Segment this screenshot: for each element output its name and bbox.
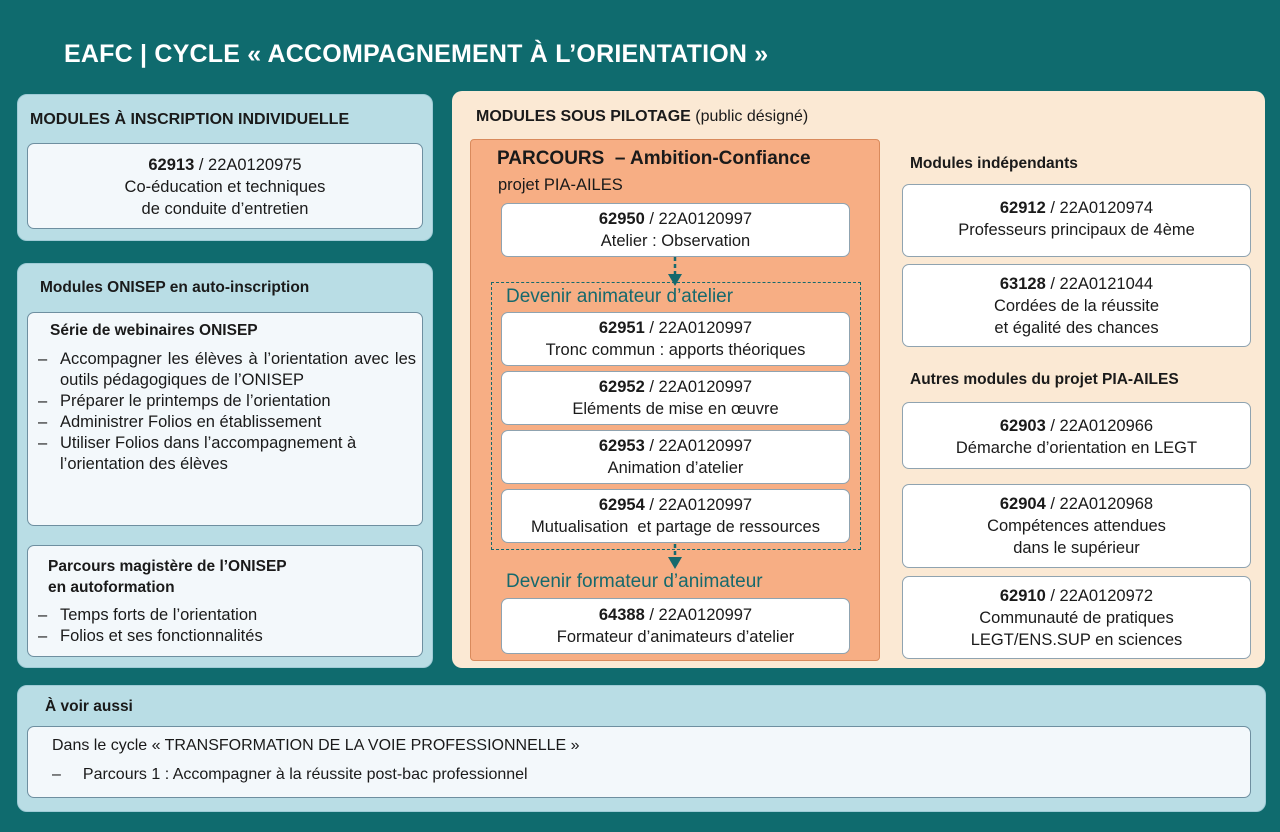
module-code: 62954 (598, 496, 645, 514)
module-card-62910[interactable] (902, 576, 1251, 659)
module-ref: / 22A0120975 (194, 156, 302, 174)
see-also-cycle[interactable]: Dans le cycle « TRANSFORMATION DE LA VOIE PROFESSIONNELLE » (52, 737, 580, 754)
webinar-list (28, 349, 416, 475)
list-item[interactable]: – Préparer le printemps de l’orientation (28, 391, 416, 412)
module-ref: / 22A0120974 (1045, 199, 1154, 217)
module-card-62951[interactable] (501, 312, 850, 366)
module-ref: / 22A0120997 (644, 319, 753, 337)
see-also-panel (17, 685, 1266, 812)
individual-modules-header: MODULES À INSCRIPTION INDIVIDUELLE (30, 111, 350, 128)
module-label: et égalité des chances (994, 319, 1159, 337)
module-ref: / 22A0120972 (1045, 587, 1154, 605)
module-label: Formateur d’animateurs d’atelier (556, 628, 795, 646)
onisep-header: Modules ONISEP en auto-inscription (40, 279, 310, 296)
module-label: Eléments de mise en œuvre (572, 400, 779, 418)
module-card-64388[interactable] (501, 598, 850, 654)
module-code: 62913 (148, 156, 195, 174)
magistere-list (28, 605, 416, 647)
module-code: 62912 (999, 199, 1046, 217)
magistere-title-line: Parcours magistère de l’ONISEP (48, 558, 287, 575)
see-also-header: À voir aussi (45, 698, 133, 715)
module-card-63128[interactable] (902, 264, 1251, 347)
magistere-card[interactable] (27, 545, 423, 657)
module-ref: / 22A0120968 (1045, 495, 1154, 513)
page-title: EAFC | CYCLE « ACCOMPAGNEMENT À L’ORIENTATION » (64, 40, 769, 68)
module-card-62903[interactable] (902, 402, 1251, 469)
module-card-62913[interactable] (27, 143, 423, 229)
list-item[interactable]: – Temps forts de l’orientation (28, 605, 416, 626)
other-modules-header: Autres modules du projet PIA-AILES (910, 371, 1179, 388)
parcours-subtitle: projet PIA-AILES (498, 176, 623, 194)
magistere-title (48, 556, 287, 598)
module-code: 62904 (999, 495, 1046, 513)
module-label: dans le supérieur (1013, 539, 1140, 557)
module-label: Animation d’atelier (607, 459, 744, 477)
module-code: 62953 (598, 437, 645, 455)
module-card-62953[interactable] (501, 430, 850, 484)
parcours-panel (470, 139, 880, 661)
list-item[interactable]: – Accompagner les élèves à l’orientation avec les outils pédagogiques de l’ONISEP (28, 349, 416, 391)
module-label: Co-éducation et techniques (124, 178, 326, 196)
module-label: Communauté de pratiques (979, 609, 1174, 627)
module-ref: / 22A0120997 (644, 378, 753, 396)
module-card-62904[interactable] (902, 484, 1251, 568)
module-label: Tronc commun : apports théoriques (545, 341, 806, 359)
module-label: LEGT/ENS.SUP en sciences (970, 631, 1183, 649)
list-item[interactable]: – Utiliser Folios dans l’accompagnement à l’orientation des élèves (28, 433, 416, 475)
module-label: Professeurs principaux de 4ème (958, 221, 1195, 239)
module-ref: / 22A0121044 (1045, 275, 1154, 293)
parcours-title: PARCOURS – Ambition-Confiance (497, 148, 811, 169)
animateur-title: Devenir animateur d’atelier (506, 286, 734, 307)
module-card-62954[interactable] (501, 489, 850, 543)
module-code: 62952 (598, 378, 645, 396)
dash-marker: – (52, 766, 61, 783)
module-code: 62910 (999, 587, 1046, 605)
module-label: Mutualisation et partage de ressources (531, 518, 820, 536)
piloted-modules-header (476, 108, 808, 126)
module-ref: / 22A0120997 (644, 210, 753, 228)
module-code: 62950 (598, 210, 645, 228)
see-also-parcours[interactable] (52, 766, 528, 784)
see-also-parcours-label: Parcours 1 : Accompagner à la réussite post-bac professionnel (82, 766, 528, 783)
list-item[interactable]: – Administrer Folios en établissement (28, 412, 416, 433)
webinar-title: Série de webinaires ONISEP (50, 322, 258, 339)
module-code: 62903 (999, 417, 1046, 435)
magistere-title-line: en autoformation (48, 579, 175, 596)
module-code: 63128 (999, 275, 1046, 293)
module-card-62950[interactable] (501, 203, 850, 257)
formateur-title: Devenir formateur d’animateur (506, 571, 763, 592)
module-code: 62951 (598, 319, 645, 337)
piloted-modules-panel (452, 91, 1265, 668)
piloted-header-bold: MODULES SOUS PILOTAGE (476, 108, 691, 125)
module-label: Démarche d’orientation en LEGT (955, 439, 1198, 457)
module-ref: / 22A0120997 (644, 606, 753, 624)
module-label: Atelier : Observation (600, 232, 751, 250)
module-card-62912[interactable] (902, 184, 1251, 257)
module-ref: / 22A0120966 (1045, 417, 1154, 435)
piloted-header-note: (public désigné) (690, 108, 809, 125)
module-card-62952[interactable] (501, 371, 850, 425)
webinar-card[interactable] (27, 312, 423, 526)
module-label: Cordées de la réussite (993, 297, 1160, 315)
module-label: de conduite d’entretien (141, 200, 309, 218)
module-ref: / 22A0120997 (644, 437, 753, 455)
module-ref: / 22A0120997 (644, 496, 753, 514)
module-code: 64388 (598, 606, 645, 624)
independent-modules-header: Modules indépendants (910, 155, 1078, 172)
module-label: Compétences attendues (987, 517, 1166, 535)
list-item[interactable]: – Folios et ses fonctionnalités (28, 626, 416, 647)
individual-modules-panel (17, 94, 433, 241)
arrow-down-icon (667, 544, 683, 572)
onisep-panel (17, 263, 433, 668)
see-also-card[interactable] (27, 726, 1251, 798)
